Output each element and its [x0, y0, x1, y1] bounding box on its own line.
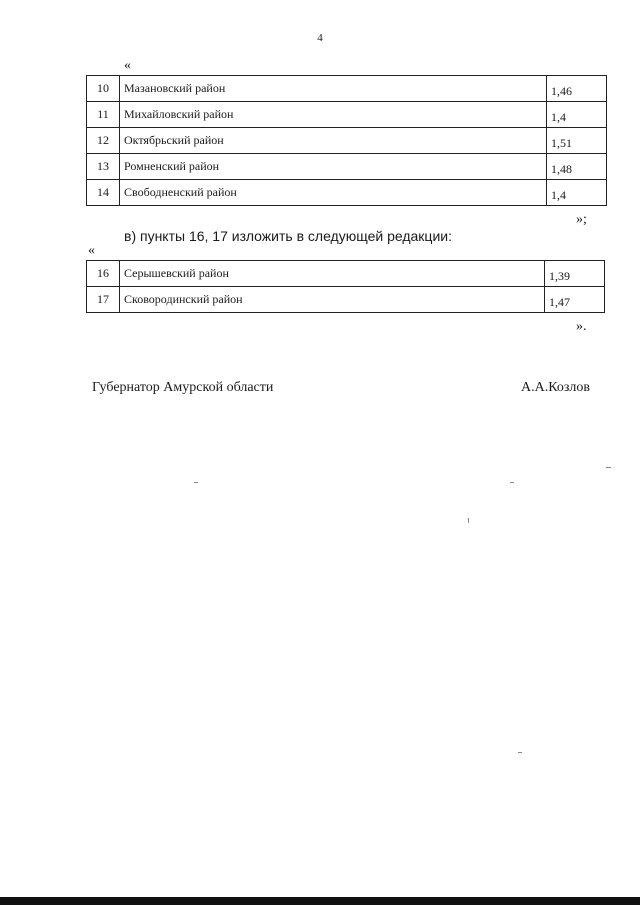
row-number: 10	[87, 76, 120, 102]
scan-speck	[606, 467, 611, 468]
row-number: 14	[87, 180, 120, 206]
row-number: 16	[87, 261, 120, 287]
table-row	[87, 102, 607, 128]
row-number: 11	[87, 102, 120, 128]
signature-title: Губернатор Амурской области	[92, 380, 274, 395]
district-name: Ромненский район	[120, 154, 547, 180]
clause-text: в) пункты 16, 17 изложить в следующей редакции:	[124, 228, 452, 244]
row-number: 13	[87, 154, 120, 180]
district-name: Серышевский район	[120, 261, 545, 287]
scan-speck	[194, 482, 198, 483]
coefficient-value: 1,47	[545, 287, 605, 313]
row-number: 17	[87, 287, 120, 313]
table-row	[87, 261, 605, 287]
scan-speck	[510, 482, 514, 483]
scan-speck	[518, 752, 522, 753]
opening-quote: «	[88, 243, 95, 258]
page-number: 4	[317, 32, 323, 44]
table-row	[87, 180, 607, 206]
coefficient-value: 1,39	[545, 261, 605, 287]
coefficient-value: 1,48	[547, 154, 607, 180]
district-name: Мазановский район	[120, 76, 547, 102]
table-row	[87, 154, 607, 180]
coefficient-value: 1,4	[547, 102, 607, 128]
districts-table	[86, 75, 607, 206]
districts-table-amended	[86, 260, 605, 313]
district-name: Свободненский район	[120, 180, 547, 206]
district-name: Сковородинский район	[120, 287, 545, 313]
table-row	[87, 128, 607, 154]
table-row	[87, 76, 607, 102]
district-name: Октябрьский район	[120, 128, 547, 154]
district-name: Михайловский район	[120, 102, 547, 128]
coefficient-value: 1,51	[547, 128, 607, 154]
closing-quote: ».	[576, 319, 587, 334]
coefficient-value: 1,46	[547, 76, 607, 102]
coefficient-value: 1,4	[547, 180, 607, 206]
closing-quote: »;	[576, 212, 587, 227]
row-number: 12	[87, 128, 120, 154]
table-row	[87, 287, 605, 313]
opening-quote: «	[124, 58, 131, 73]
scan-speck	[468, 518, 469, 523]
scan-edge-bar	[0, 897, 640, 905]
signature-name: А.А.Козлов	[521, 380, 590, 395]
